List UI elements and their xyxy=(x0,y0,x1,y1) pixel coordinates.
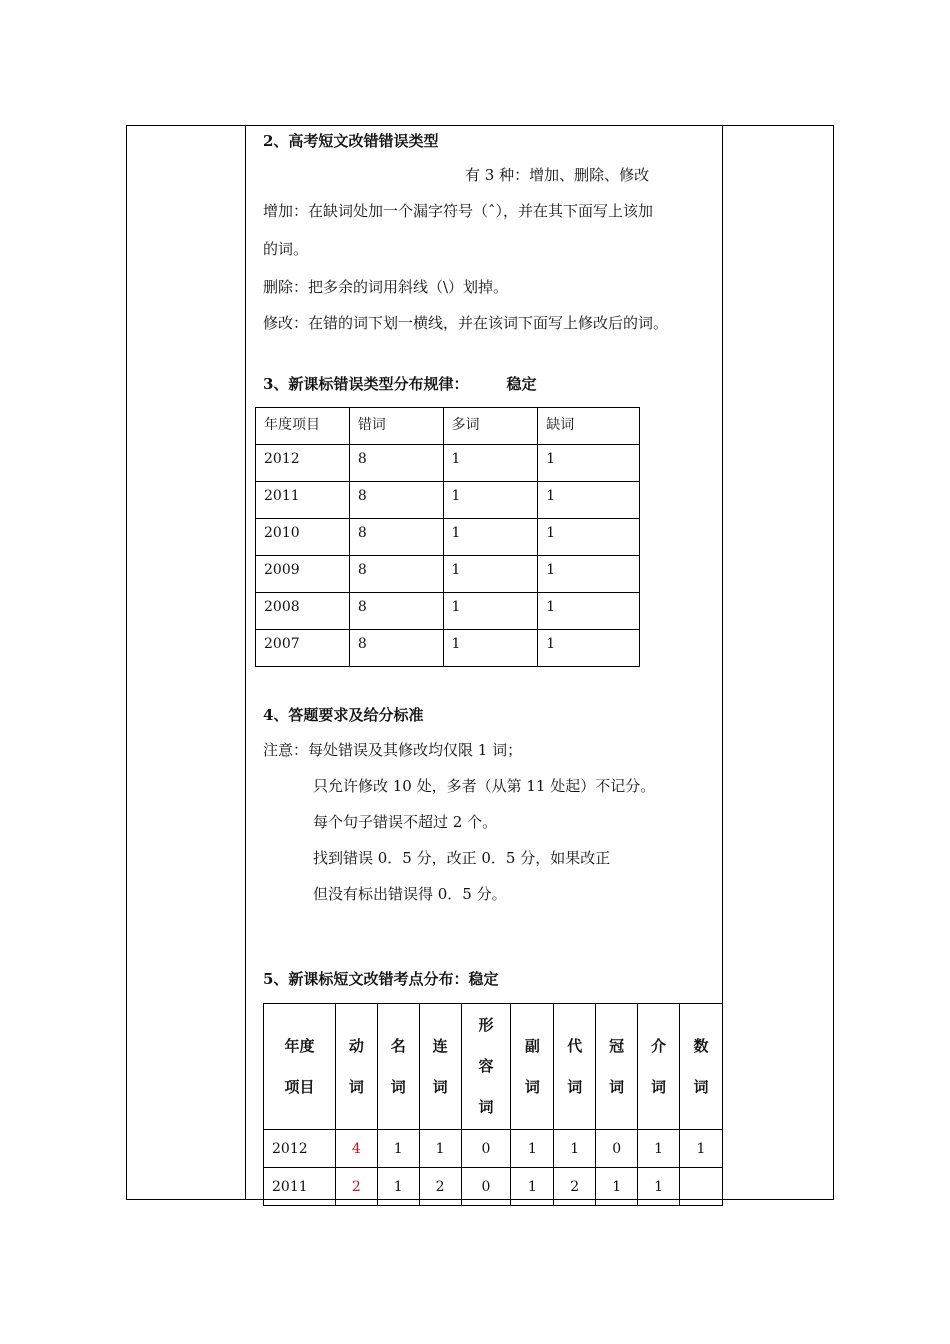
table-cell: 1 xyxy=(596,1168,638,1206)
header-cell-verb: 动 词 xyxy=(335,1004,377,1130)
header-cell: 错词 xyxy=(349,408,443,445)
table-cell-highlight: 2 xyxy=(335,1168,377,1206)
section2-add-line2: 的词。 xyxy=(263,240,309,258)
table-cell: 8 xyxy=(349,556,443,593)
test-point-table xyxy=(263,1003,723,1206)
section5-title: 5、新课标短文改错考点分布：稳定 xyxy=(263,970,499,988)
table-row xyxy=(256,556,640,593)
table-cell: 1 xyxy=(443,482,538,519)
table-cell: 1 xyxy=(511,1130,554,1168)
table-cell: 1 xyxy=(443,593,538,630)
table-cell: 2010 xyxy=(256,519,350,556)
table-cell: 2008 xyxy=(256,593,350,630)
section2-delete: 删除：把多余的词用斜线（\）划掉。 xyxy=(263,278,509,296)
section3-stable: 稳定 xyxy=(506,375,537,393)
table-row xyxy=(256,630,640,667)
table-row xyxy=(256,482,640,519)
section4-line4: 找到错误 0．5 分，改正 0．5 分，如果改正 xyxy=(313,849,611,867)
header-cell: 缺词 xyxy=(538,408,640,445)
header-cell-conjunction: 连 词 xyxy=(419,1004,461,1130)
section4-line5: 但没有标出错误得 0．5 分。 xyxy=(313,885,507,903)
table-cell: 8 xyxy=(349,593,443,630)
table-cell: 8 xyxy=(349,482,443,519)
section2-summary: 有 3 种：增加、删除、修改 xyxy=(465,166,650,184)
section2-modify: 修改：在错的词下划一横线，并在该词下面写上修改后的词。 xyxy=(263,314,669,332)
header-cell-adverb: 副 词 xyxy=(511,1004,554,1130)
table-cell: 1 xyxy=(679,1130,722,1168)
header-cell: 年度项目 xyxy=(256,408,350,445)
table-cell: 1 xyxy=(554,1130,596,1168)
table-cell: 2012 xyxy=(264,1130,336,1168)
table-cell: 1 xyxy=(538,630,640,667)
header-cell: 多词 xyxy=(443,408,538,445)
table-row xyxy=(256,445,640,482)
table-cell: 1 xyxy=(538,556,640,593)
table-cell: 1 xyxy=(538,445,640,482)
table-cell: 8 xyxy=(349,630,443,667)
header-cell-article: 冠 词 xyxy=(596,1004,638,1130)
section4-note: 注意：每处错误及其修改均仅限 1 词； xyxy=(263,741,523,759)
table-row xyxy=(264,1168,723,1206)
table-cell: 2012 xyxy=(256,445,350,482)
table-cell: 1 xyxy=(443,630,538,667)
section3-title-text: 3、新课标错误类型分布规律： xyxy=(263,375,469,393)
header-cell-noun: 名 词 xyxy=(377,1004,419,1130)
table-cell: 2 xyxy=(554,1168,596,1206)
table-cell: 1 xyxy=(638,1168,680,1206)
table-cell: 1 xyxy=(538,482,640,519)
table-cell: 1 xyxy=(377,1168,419,1206)
section4-line3: 每个句子错误不超过 2 个。 xyxy=(313,813,498,831)
table-cell-highlight: 4 xyxy=(335,1130,377,1168)
header-cell-pronoun: 代 词 xyxy=(554,1004,596,1130)
table-cell: 1 xyxy=(638,1130,680,1168)
table-row xyxy=(256,519,640,556)
table-row xyxy=(256,593,640,630)
table-cell: 0 xyxy=(461,1130,511,1168)
table-cell: 2011 xyxy=(256,482,350,519)
table-cell: 1 xyxy=(511,1168,554,1206)
table-cell: 1 xyxy=(419,1130,461,1168)
table-cell: 1 xyxy=(443,556,538,593)
header-cell-year: 年度 项目 xyxy=(264,1004,336,1130)
table-cell: 2007 xyxy=(256,630,350,667)
section3-title xyxy=(263,374,536,394)
header-cell-numeral: 数 词 xyxy=(679,1004,722,1130)
table-header-row xyxy=(264,1004,723,1130)
table-cell: 8 xyxy=(349,519,443,556)
header-cell-adjective: 形 容 词 xyxy=(461,1004,511,1130)
section4-title: 4、答题要求及给分标准 xyxy=(263,706,424,724)
table-cell: 1 xyxy=(377,1130,419,1168)
table-cell: 8 xyxy=(349,445,443,482)
table-header-row xyxy=(256,408,640,445)
outer-frame xyxy=(126,125,834,1200)
table-row xyxy=(264,1130,723,1168)
header-cell-preposition: 介 词 xyxy=(638,1004,680,1130)
section4-line2: 只允许修改 10 处，多者（从第 11 处起）不记分。 xyxy=(313,777,656,795)
table-cell: 0 xyxy=(461,1168,511,1206)
table-cell xyxy=(679,1168,722,1206)
error-type-table xyxy=(255,407,640,667)
left-column-divider xyxy=(245,126,246,1199)
table-cell: 1 xyxy=(538,519,640,556)
table-cell: 1 xyxy=(538,593,640,630)
table-cell: 1 xyxy=(443,445,538,482)
table-cell: 0 xyxy=(596,1130,638,1168)
table-cell: 1 xyxy=(443,519,538,556)
section2-add-line1: 增加：在缺词处加一个漏字符号（ˆ），并在其下面写上该加 xyxy=(263,202,654,220)
table-cell: 2009 xyxy=(256,556,350,593)
section2-title: 2、高考短文改错错误类型 xyxy=(263,132,439,150)
table-cell: 2011 xyxy=(264,1168,336,1206)
table-cell: 2 xyxy=(419,1168,461,1206)
